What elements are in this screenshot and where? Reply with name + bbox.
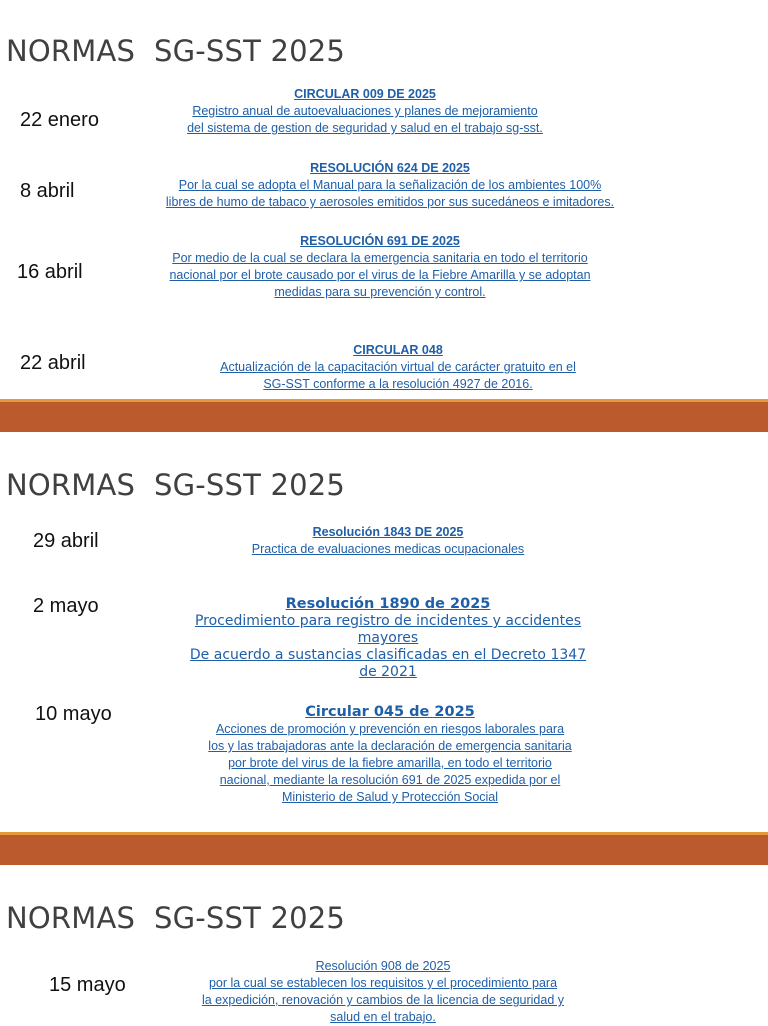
norm-description-link[interactable]: salud en el trabajo. (330, 1010, 436, 1024)
entry-date: 22 abril (20, 352, 86, 374)
norm-description-link[interactable]: Actualización de la capacitación virtual de carácter gratuito en el (220, 360, 576, 374)
section-divider (0, 834, 768, 865)
norm-description-link[interactable]: Practica de evaluaciones medicas ocupacionales (251, 542, 525, 556)
norm-description-link[interactable]: Acciones de promoción y prevención en riesgos laborales para (215, 722, 565, 736)
entry-date: 29 abril (33, 530, 99, 552)
norm-description-link[interactable]: por brote del virus de la fiebre amarilla, en todo el territorio (228, 756, 552, 770)
norm-description-link[interactable]: la expedición, renovación y cambios de la licencia de seguridad y (201, 993, 565, 1007)
norm-description-link[interactable]: del sistema de gestion de seguridad y salud en el trabajo sg-sst. (187, 121, 543, 135)
norm-description-link[interactable]: SG-SST conforme a la resolución 4927 de 2016. (263, 377, 533, 391)
norm-heading-link[interactable]: CIRCULAR 009 DE 2025 (294, 87, 436, 101)
norm-description-link[interactable]: nacional por el brote causado por el virus de la Fiebre Amarilla y se adoptan (169, 268, 591, 282)
norm-description-link[interactable]: Procedimiento para registro de incidentes y accidentes (194, 613, 582, 629)
section-title: NORMAS SG-SST 2025 (6, 34, 346, 68)
norm-description-link[interactable]: medidas para su prevención y control. (274, 285, 486, 299)
norm-entry (188, 524, 588, 558)
norm-description-link[interactable]: Por medio de la cual se declara la emergencia sanitaria en todo el territorio (172, 251, 588, 265)
norm-description-link[interactable]: Ministerio de Salud y Protección Social (281, 790, 499, 804)
entry-date: 22 enero (20, 109, 99, 131)
entry-date: 15 mayo (49, 974, 126, 996)
norm-description-link[interactable]: de 2021 (359, 664, 417, 680)
entry-date: 10 mayo (35, 703, 112, 725)
norm-entry (168, 958, 598, 1026)
norm-heading-link[interactable]: CIRCULAR 048 (353, 343, 443, 357)
norm-entry (100, 233, 660, 301)
norm-heading-link[interactable]: Circular 045 de 2025 (305, 704, 475, 720)
norm-heading-link[interactable]: RESOLUCIÓN 624 DE 2025 (310, 161, 470, 175)
section-divider-edge (0, 399, 768, 402)
section-divider-edge (0, 832, 768, 835)
section-title: NORMAS SG-SST 2025 (6, 468, 346, 502)
norm-entry (178, 596, 598, 681)
norm-entry (100, 160, 680, 211)
norm-description-link[interactable]: los y las trabajadoras ante la declaración de emergencia sanitaria (208, 739, 572, 753)
norm-description-link[interactable]: por la cual se establecen los requisitos y el procedimiento para (208, 976, 558, 990)
norm-entry (100, 86, 630, 137)
section-divider (0, 401, 768, 432)
norm-heading-link[interactable]: RESOLUCIÓN 691 DE 2025 (300, 234, 460, 248)
norm-heading-link[interactable]: Resolución 908 de 2025 (315, 959, 451, 973)
norm-entry (170, 704, 610, 806)
norm-description-link[interactable]: Registro anual de autoevaluaciones y planes de mejoramiento (192, 104, 538, 118)
norm-heading-link[interactable]: Resolución 1890 de 2025 (285, 596, 491, 612)
norm-description-link[interactable]: De acuerdo a sustancias clasificadas en el Decreto 1347 (189, 647, 587, 663)
section-title: NORMAS SG-SST 2025 (6, 901, 346, 935)
entry-date: 8 abril (20, 180, 75, 202)
entry-date: 16 abril (17, 261, 83, 283)
norm-entry (150, 342, 646, 393)
norm-description-link[interactable]: libres de humo de tabaco y aerosoles emitidos por sus sucedáneos e imitadores. (165, 195, 615, 209)
norm-heading-link[interactable]: Resolución 1843 DE 2025 (312, 525, 464, 539)
norm-description-link[interactable]: mayores (357, 630, 419, 646)
norm-description-link[interactable]: nacional, mediante la resolución 691 de 2025 expedida por el (219, 773, 561, 787)
entry-date: 2 mayo (33, 595, 99, 617)
norm-description-link[interactable]: Por la cual se adopta el Manual para la señalización de los ambientes 100% (178, 178, 602, 192)
